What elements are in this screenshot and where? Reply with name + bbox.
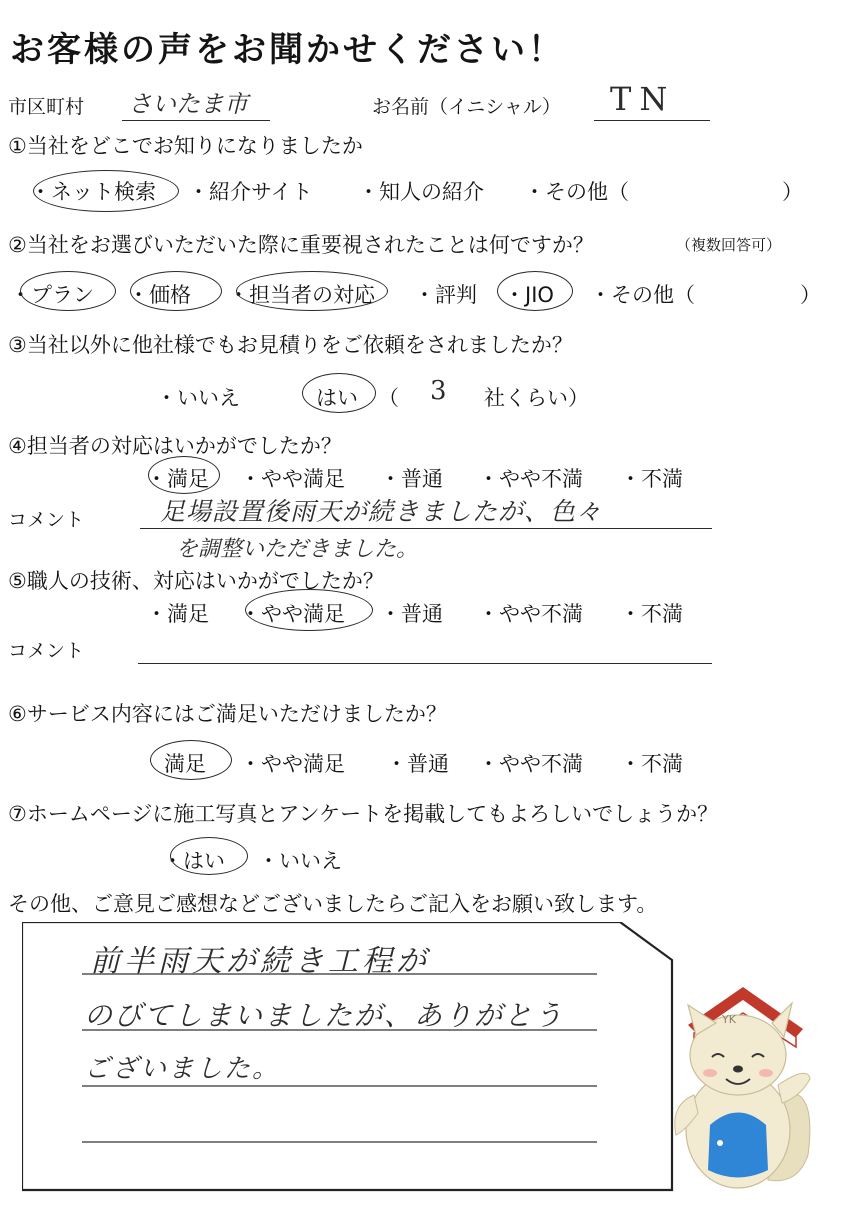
page-title: お客様の声をお聞かせください！ xyxy=(10,30,565,70)
q5-option-satisfied: ・満足 xyxy=(146,602,209,626)
q2-option-plan: ・プラン xyxy=(10,283,94,307)
q5-comment-label: コメント xyxy=(8,640,85,662)
q5-option-somewhat-satisfied: ・やや満足 xyxy=(240,602,345,626)
q6-satisfied-circle xyxy=(150,740,232,780)
q1-option-acquaintance: ・知人の紹介 xyxy=(358,180,484,204)
q3-yes-circle xyxy=(302,373,376,413)
q1-question: ①当社をどこでお知りになりましたか xyxy=(8,134,363,158)
q4-comment-line1: 足場設置後雨天が続きましたが、色々 xyxy=(160,497,603,526)
q4-option-somewhat-dissatisfied: ・やや不満 xyxy=(478,467,583,491)
q4-satisfied-circle xyxy=(148,456,220,494)
q4-comment-label: コメント xyxy=(8,509,85,531)
other-line1: 前半雨天が続き工程が xyxy=(90,944,430,979)
q5-option-neutral: ・普通 xyxy=(380,602,443,626)
q3-option-no: ・いいえ xyxy=(156,386,240,410)
q2-option-reputation: ・評判 xyxy=(414,283,477,307)
q1-option-referral-site: ・紹介サイト xyxy=(188,180,313,204)
q6-option-somewhat-satisfied: ・やや満足 xyxy=(240,752,345,776)
q6-option-neutral: ・普通 xyxy=(386,752,449,776)
q5-option-dissatisfied: ・不満 xyxy=(620,602,683,626)
q4-comment-underline xyxy=(140,528,712,529)
q2-option-other: ・その他（ xyxy=(590,283,695,307)
city-value: さいたま市 xyxy=(128,90,248,118)
q2-option-staff: ・担当者の対応 xyxy=(228,283,375,307)
q4-question: ④担当者の対応はいかがでしたか？ xyxy=(8,434,342,458)
name-underline xyxy=(594,120,710,121)
q5-question: ⑤職人の技術、対応はいかがでしたか？ xyxy=(8,569,384,593)
q2-staff-circle xyxy=(236,271,388,311)
q4-option-somewhat-satisfied: ・やや満足 xyxy=(240,467,345,491)
other-line2: のびてしまいましたが、ありがとう xyxy=(84,999,565,1032)
q1-selection-circle xyxy=(33,170,179,212)
q3-company-suffix: 社くらい） xyxy=(484,386,589,410)
other-line3: ございました。 xyxy=(84,1054,281,1084)
q7-option-no: ・いいえ xyxy=(258,849,342,873)
q4-option-dissatisfied: ・不満 xyxy=(620,467,683,491)
other-prompt: その他、ご意見ご感想などございましたらご記入をお願い致します。 xyxy=(8,892,658,916)
q7-question: ⑦ホームページに施工写真とアンケートを掲載してもよろしいでしょうか？ xyxy=(8,802,719,826)
q5-somewhat-satisfied-circle xyxy=(245,589,373,631)
q4-option-satisfied: ・満足 xyxy=(146,467,209,491)
q4-comment-line2: を調整いただきました。 xyxy=(176,537,419,562)
q3-option-yes: はい xyxy=(316,386,358,410)
q4-option-neutral: ・普通 xyxy=(380,467,443,491)
q1-option-net-search: ・ネット検索 xyxy=(30,180,156,204)
q7-option-yes: ・はい xyxy=(162,849,225,873)
city-underline xyxy=(122,120,270,121)
name-value: TN xyxy=(610,80,676,118)
q6-option-satisfied: 満足 xyxy=(164,752,206,776)
name-label: お名前（イニシャル） xyxy=(372,96,561,118)
q2-question: ②当社をお選びいただいた際に重要視されたことは何ですか？ xyxy=(8,233,594,257)
q1-option-other-close: ） xyxy=(782,180,803,204)
q3-paren-open: （ xyxy=(378,386,399,410)
q6-question: ⑥サービス内容にはご満足いただけましたか？ xyxy=(8,702,447,726)
q1-option-other: ・その他（ xyxy=(524,180,629,204)
q6-option-somewhat-dissatisfied: ・やや不満 xyxy=(478,752,583,776)
q2-plan-circle xyxy=(20,271,116,311)
q5-comment-underline xyxy=(138,663,712,664)
q2-jio-circle xyxy=(497,271,573,311)
city-label: 市区町村 xyxy=(8,96,85,118)
mascot-badge: YK xyxy=(722,1013,736,1026)
q2-option-other-close: ） xyxy=(800,283,821,307)
q3-company-count: 3 xyxy=(430,376,447,406)
q5-option-somewhat-dissatisfied: ・やや不満 xyxy=(478,602,583,626)
q3-question: ③当社以外に他社様でもお見積りをご依頼をされましたか？ xyxy=(8,333,573,357)
q2-price-circle xyxy=(130,271,222,311)
q7-yes-circle xyxy=(170,837,248,875)
q2-note: （複数回答可） xyxy=(676,236,782,254)
q6-option-dissatisfied: ・不満 xyxy=(620,752,683,776)
q2-option-price: ・価格 xyxy=(128,283,191,307)
mascot-illustration xyxy=(668,985,818,1195)
q2-option-jio: ・JIO xyxy=(504,283,554,307)
